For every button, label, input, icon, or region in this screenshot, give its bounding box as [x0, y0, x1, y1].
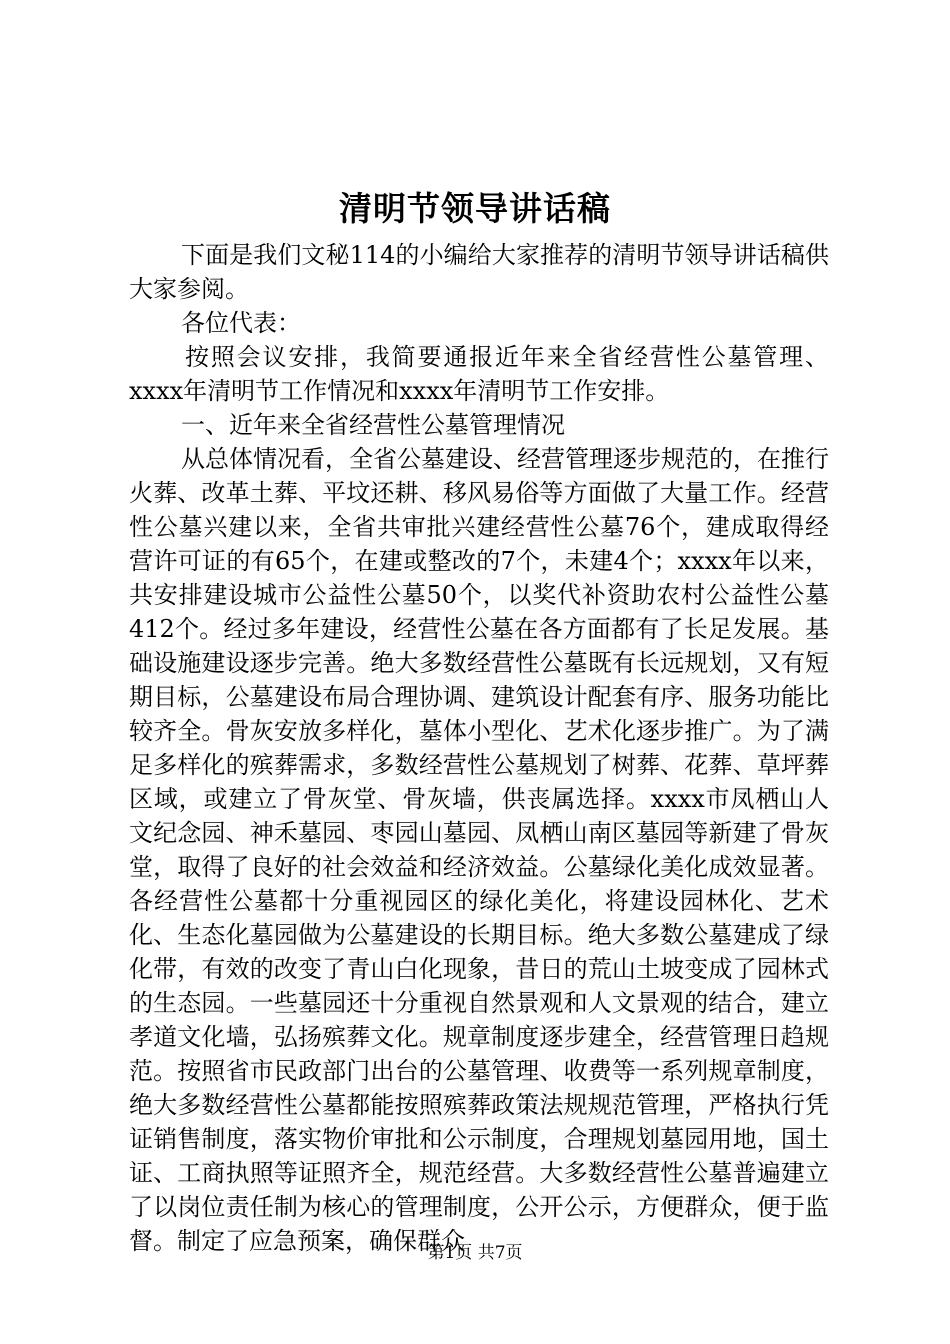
opening-paragraph: 按照会议安排，我简要通报近年来全省经营性公墓管理、xxxx年清明节工作情况和xxxx年清明节工作安排。	[129, 343, 829, 405]
intro-paragraph: 下面是我们文秘114的小编给大家推荐的清明节领导讲话稿供大家参阅。	[129, 241, 829, 303]
page-number-footer: 第1页 共7页	[427, 1243, 523, 1263]
section-heading: 一、近年来全省经营性公墓管理情况	[181, 411, 565, 439]
salutation: 各位代表：	[181, 309, 301, 337]
document-body	[129, 238, 829, 1258]
body-paragraph: 从总体情况看，全省公墓建设、经营管理逐步规范的，在推行火葬、改革土葬、平坟还耕、移风易俗等方面做了大量工作。经营性公墓兴建以来，全省共审批兴建经营性公墓76个，建成取得经营许可证的有65个，在建或整改的7个，未建4个；xxxx年以来，共安排建设城市公益性公墓50个，以奖代补资助农村公益性公墓412个。经过多年建设，经营性公墓在各方面都有了长足发展。基础设施建设逐步完善。绝大多数经营性公墓既有长远规划，又有短期目标，公墓建设布局合理协调、建筑设计配套有序、服务功能比较齐全。骨灰安放多样化，墓体小型化、艺术化逐步推广。为了满足多样化的殡葬需求，多数经营性公墓规划了树葬、花葬、草坪葬区域，或建立了骨灰堂、骨灰墙，供丧属选择。xxxx市凤栖山人文纪念园、神禾墓园、枣园山墓园、凤栖山南区墓园等新建了骨灰堂，取得了良好的社会效益和经济效益。公墓绿化美化成效显著。各经营性公墓都十分重视园区的绿化美化，将建设园林化、艺术化、生态化墓园做为公墓建设的长期目标。绝大多数公墓建成了绿化带，有效的改变了青山白化现象，昔日的荒山土坡变成了园林式的生态园。一些墓园还十分重视自然景观和人文景观的结合，建立孝道文化墙，弘扬殡葬文化。规章制度逐步建全，经营管理日趋规范。按照省市民政部门出台的公墓管理、收费等一系列规章制度，绝大多数经营性公墓都能按照殡葬政策法规规范管理，严格执行凭证销售制度，落实物价审批和公示制度，合理规划墓园用地，国土证、工商执照等证照齐全，规范经营。大多数经营性公墓普遍建立了以岗位责任制为核心的管理制度，公开公示，方便群众，便于监督。制定了应急预案，确保群众	[129, 445, 829, 1255]
document-title: 清明节领导讲话稿	[339, 189, 611, 228]
